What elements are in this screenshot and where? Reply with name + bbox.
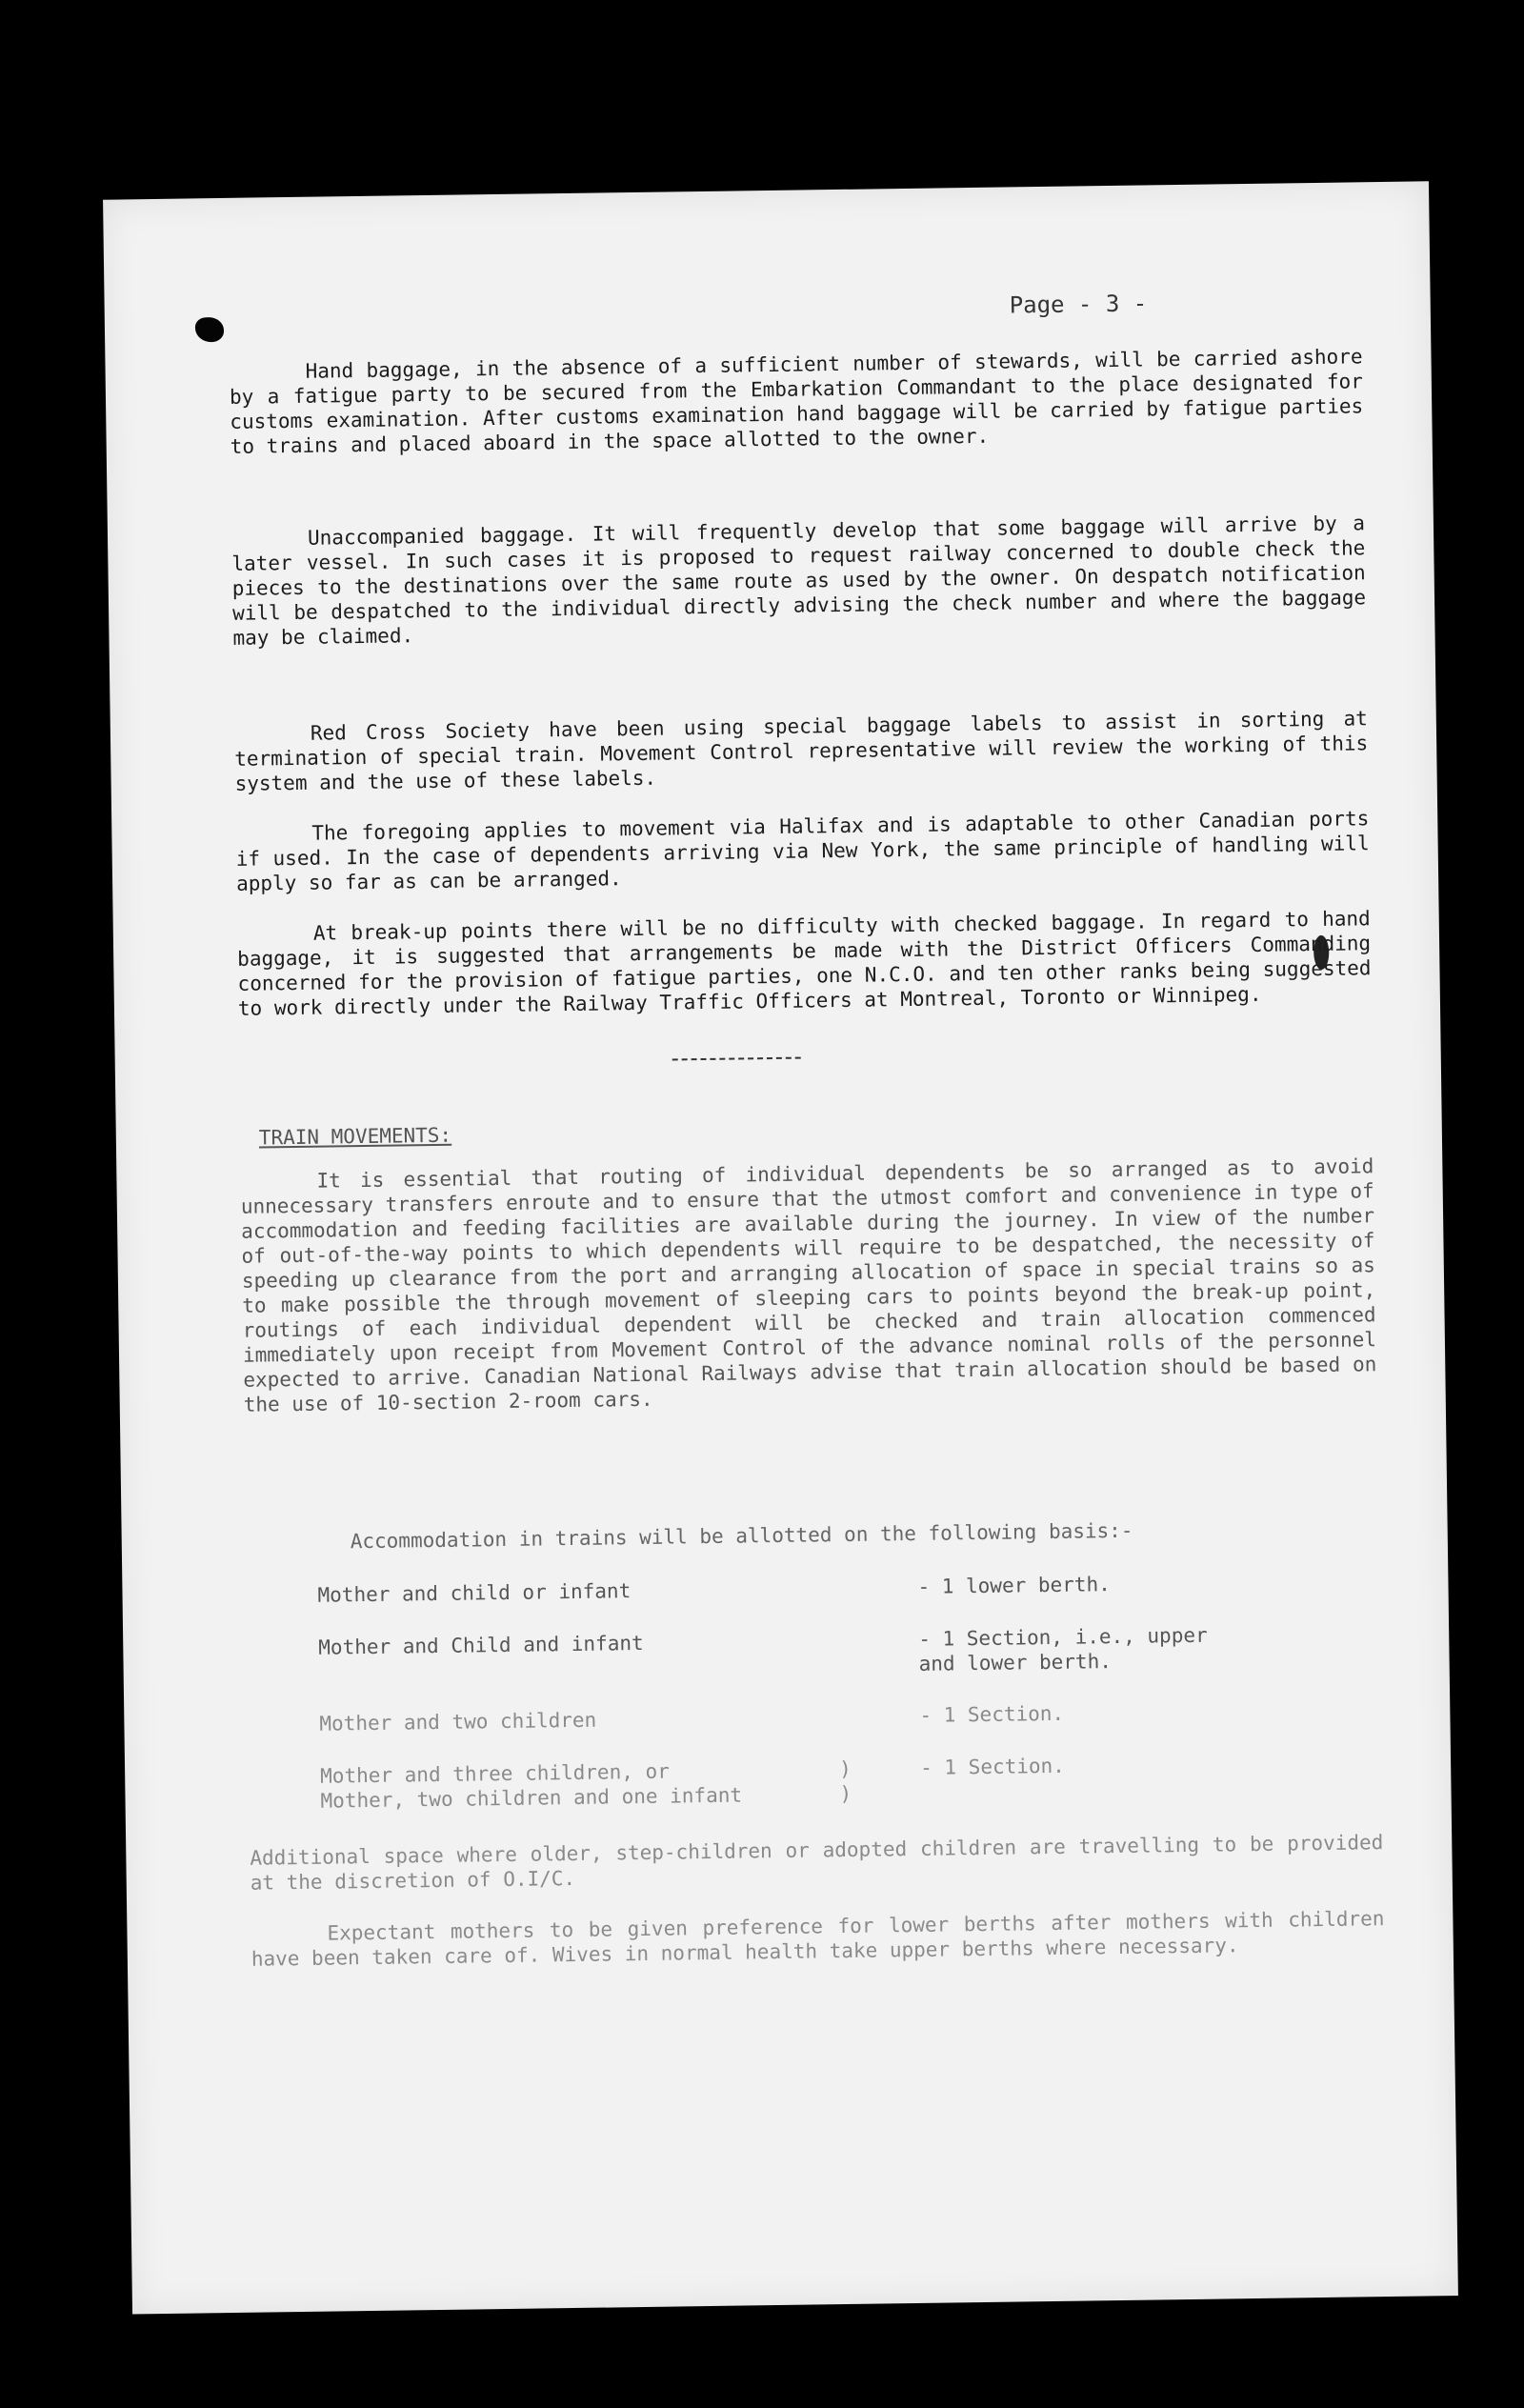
document-page: [103, 181, 1458, 2314]
allotment-amount: - 1 Section, i.e., upper and lower berth.: [918, 1623, 1208, 1676]
paragraph-hand-baggage: Hand baggage, in the absence of a sufficient number of stewards, will be carried ashore by a fatigue party to be secured from the Embarkation Commandant to the place designated for customs examination. After customs examination hand baggage will be carried by fatigue parties to trains and placed aboard in the space allotted to the owner.: [229, 345, 1364, 458]
paragraph-expectant-mothers: Expectant mothers to be given preference for lower berths after mothers with children have been taken care of. Wives in normal health take upper berths where necessary.: [251, 1907, 1385, 1971]
allotment-who: Mother and child or infant: [317, 1579, 632, 1607]
punch-hole-mark: [195, 317, 224, 342]
allotment-row: [319, 1696, 1367, 1736]
paragraph-red-cross: Red Cross Society have been using special baggage labels to assist in sorting at termination of special train. Movement Control representative will review the working of this system and the use of these labels.: [234, 707, 1369, 795]
paragraph-break-up-points: At break-up points there will be no difficulty with checked baggage. In regard to hand baggage, it is suggested that arrangements be made with the District Officers Commanding concerned for the provision of fatigue parties, one N.C.O. and ten other ranks being suggested to work directly under the Railway Traffic Officers at Montreal, Toronto or Winnipeg.: [237, 907, 1372, 1020]
allotment-row: [317, 1568, 1365, 1607]
paragraph-unaccompanied-baggage: Unaccompanied baggage. It will frequently develop that some baggage will arrive by a later vessel. In such cases it is proposed to request railway concerned to double check the pieces to the destinations over the same route as used by the owner. On despatch notification will be despatched to the individual directly advising the check number and where the baggage may be claimed.: [231, 512, 1367, 650]
allotment-row: [320, 1749, 1368, 1813]
allotment-who: Mother and Child and infant: [318, 1631, 644, 1659]
bracket-mark: ) ): [838, 1756, 852, 1806]
paragraph-additional-space: Additional space where older, step-children or adopted children are travelling to be provided at the discretion of O.I/C.: [250, 1831, 1384, 1895]
section-heading: TRAIN MOVEMENTS:: [258, 1123, 452, 1150]
section-divider: [672, 1057, 801, 1061]
accommodation-intro: Accommodation in trains will be allotted on the following basis:-: [350, 1518, 1133, 1554]
allotment-amount: - 1 Section.: [919, 1754, 1066, 1779]
allotment-row: [318, 1620, 1366, 1676]
paragraph-train-movements: It is essential that routing of individual dependents be so arranged as to avoid unnecessary transfers enroute and to ensure that the utmost comfort and convenience in type of accommodation and feeding facilities are available during the journey. In view of the number of out-of-the-way points to which dependents will require to be despatched, the necessity of speeding up clearance from the port and arranging allocation of space in special trains so as to make possible the through movement of sleeping cars to points beyond the break-up point, routings of each individual dependent will be checked and train allocation commenced immediately upon receipt from Movement Control of the advance nominal rolls of the personnel expected to arrive. Canadian National Railways advise that train allocation should be based on the use of 10-section 2-room cars.: [240, 1154, 1377, 1416]
paragraph-foregoing: The foregoing applies to movement via Halifax and is adaptable to other Canadian ports if used. In the case of dependents arriving via New York, the same principle of handling will apply so far as can be arranged.: [235, 807, 1370, 895]
allotment-amount: - 1 Section.: [919, 1701, 1065, 1727]
allotment-who: Mother and three children, or Mother, two children and one infant: [320, 1759, 743, 1813]
allotment-who: Mother and two children: [319, 1708, 597, 1736]
page-number: Page - 3 -: [1009, 290, 1148, 319]
allotment-amount: - 1 lower berth.: [917, 1573, 1111, 1598]
